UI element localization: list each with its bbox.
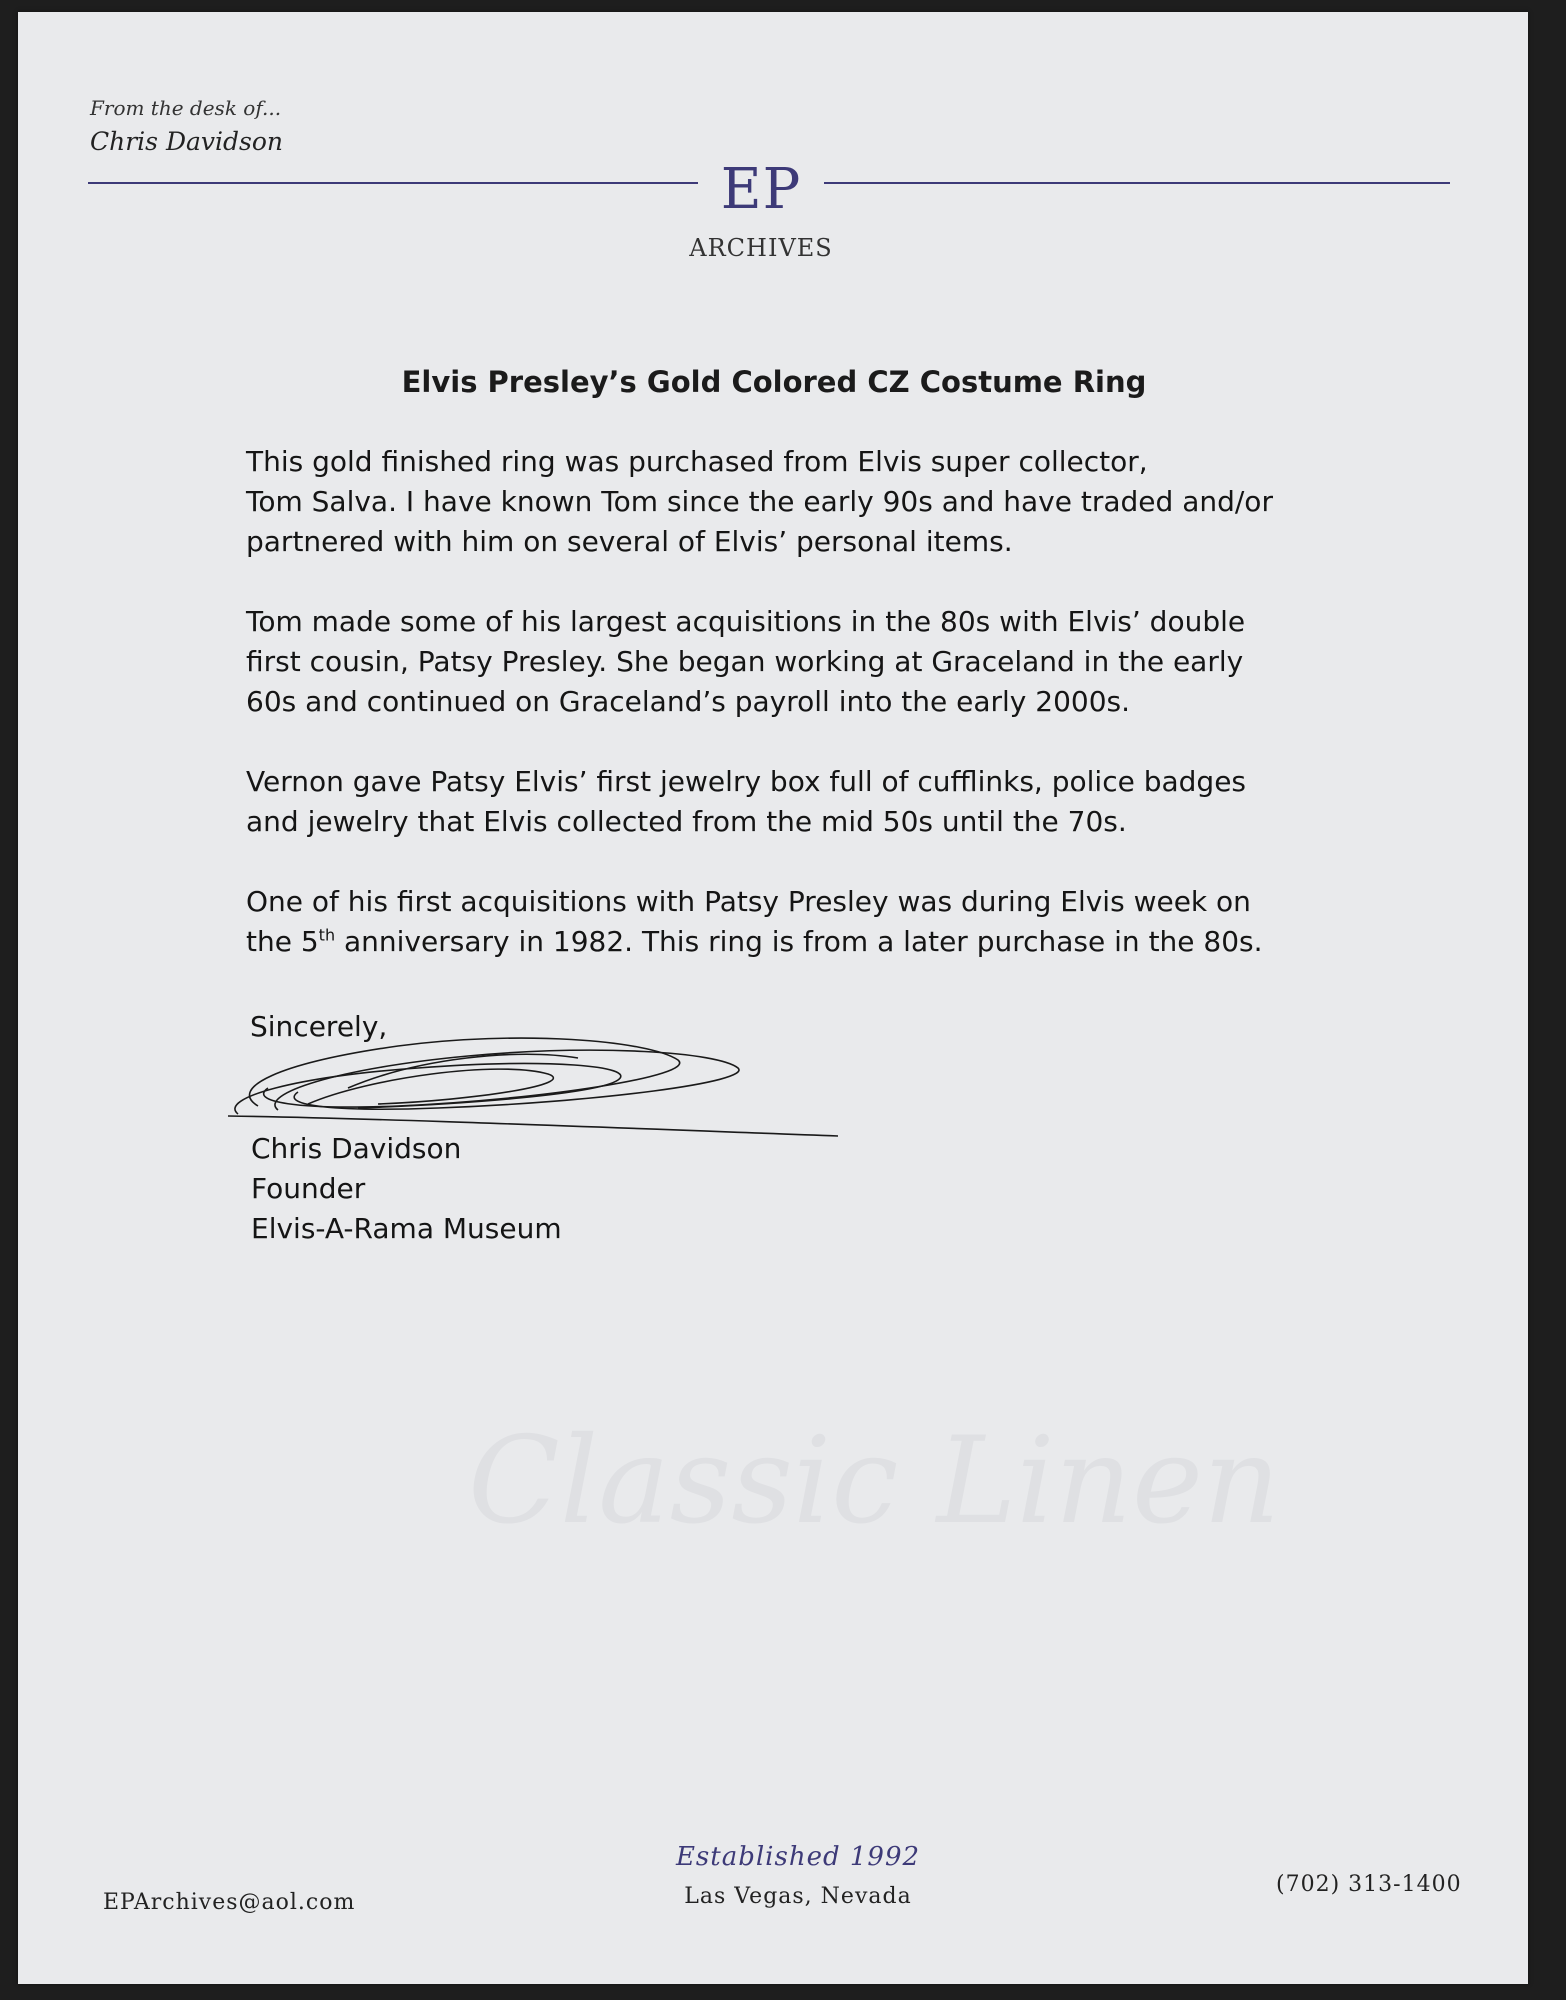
signer-organization: Elvis-A-Rama Museum	[251, 1212, 562, 1245]
paragraph-line: Tom Salva. I have known Tom since the early 90s and have traded and/or	[246, 485, 1273, 518]
paragraph-line: One of his first acquisitions with Patsy Presley was during Elvis week on	[246, 885, 1251, 918]
watermark-text: Classic Linen	[468, 1412, 1281, 1551]
letter-page	[18, 12, 1528, 1984]
paragraph-text: the 5	[246, 925, 319, 958]
paragraph-text: anniversary in 1982. This ring is from a later purchase in the 80s.	[335, 925, 1263, 958]
desk-name: Chris Davidson	[90, 127, 284, 156]
paragraph-line: and jewelry that Elvis collected from the mid 50s until the 70s.	[246, 805, 1127, 838]
footer-email: EPArchives@aol.com	[103, 1890, 356, 1915]
header-rule-right	[824, 182, 1450, 184]
footer-phone: (702) 313-1400	[1276, 1872, 1462, 1897]
paragraph-line: This gold finished ring was purchased from Elvis super collector,	[246, 445, 1148, 478]
paragraph-line	[246, 922, 1336, 962]
header-rule-left	[88, 182, 698, 184]
paper-watermark	[458, 1352, 1281, 1592]
paragraph-line: Tom made some of his largest acquisitions in the 80s with Elvis’ double	[246, 605, 1246, 638]
paragraph-line: partnered with him on several of Elvis’ personal items.	[246, 525, 1013, 558]
established-year: Established 1992	[675, 1842, 921, 1872]
logo-word: ARCHIVES	[689, 234, 833, 262]
ordinal-suffix: th	[318, 925, 336, 945]
signer-name: Chris Davidson	[251, 1132, 462, 1165]
footer-location: Las Vegas, Nevada	[684, 1884, 912, 1909]
handwritten-signature	[218, 1018, 878, 1148]
paragraph-line: Vernon gave Patsy Elvis’ first jewelry box full of cufflinks, police badges	[246, 765, 1247, 798]
paragraph-line: first cousin, Patsy Presley. She began working at Graceland in the early	[246, 645, 1244, 678]
letter-title: Elvis Presley’s Gold Colored CZ Costume Ring	[401, 365, 1147, 399]
logo-initials: EP	[720, 157, 802, 222]
desk-prefix: From the desk of...	[90, 96, 282, 120]
signer-role: Founder	[251, 1172, 366, 1205]
closing: Sincerely,	[250, 1010, 388, 1043]
paragraph-4	[246, 882, 1336, 962]
paragraph-line: 60s and continued on Graceland’s payroll into the early 2000s.	[246, 685, 1130, 718]
paragraph-2	[246, 602, 1336, 722]
paragraph-3	[246, 762, 1336, 842]
paragraph-1	[246, 442, 1336, 562]
